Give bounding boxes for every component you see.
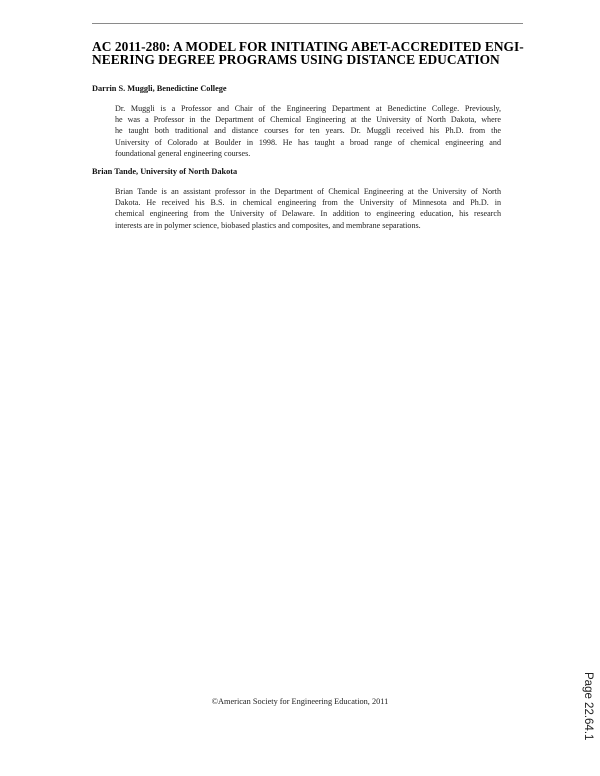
bio-line: foundational general engineering courses.: [115, 148, 251, 158]
author-2-name: Brian Tande, University of North Dakota: [92, 167, 238, 176]
bio-line: chemical engineering from the University of Delaware. In addition to engineering education, his research: [115, 209, 501, 219]
author-1-bio: [115, 103, 501, 159]
page-number-label: Page 22.64.1: [582, 672, 594, 741]
bio-line: he taught both traditional and distance courses for ten years. Dr. Muggli received his Ph.D. from the: [115, 126, 501, 136]
bio-line: Dr. Muggli is a Professor and Chair of the Engineering Department at Benedictine College. Previously,: [115, 104, 501, 113]
bio-line: he was a Professor in the Department of Chemical Engineering at the University of North Dakota, where: [115, 115, 501, 125]
title-line-2: NEERING DEGREE PROGRAMS USING DISTANCE EDUCATION: [92, 51, 500, 67]
bio-line: University of Colorado at Boulder in 1998. He has taught a broad range of chemical engineering and: [115, 137, 501, 147]
paper-title: [92, 41, 532, 66]
bio-line: Dakota. He received his B.S. in chemical engineering from the University of Minnesota and Ph.D. in: [115, 198, 501, 208]
title-line-1: AC 2011-280: A MODEL FOR INITIATING ABET-ACCREDITED ENGI-: [92, 39, 524, 54]
copyright-footer: ©American Society for Engineering Education, 2011: [211, 697, 389, 706]
bio-line: Brian Tande is an assistant professor in the Department of Chemical Engineering at the University of North: [115, 187, 501, 196]
author-2-bio: [115, 186, 501, 231]
bio-line: interests are in polymer science, biobased plastics and composites, and membrane separations.: [115, 220, 421, 230]
author-1-name: Darrin S. Muggli, Benedictine College: [92, 84, 227, 93]
header-rule: [92, 23, 523, 24]
